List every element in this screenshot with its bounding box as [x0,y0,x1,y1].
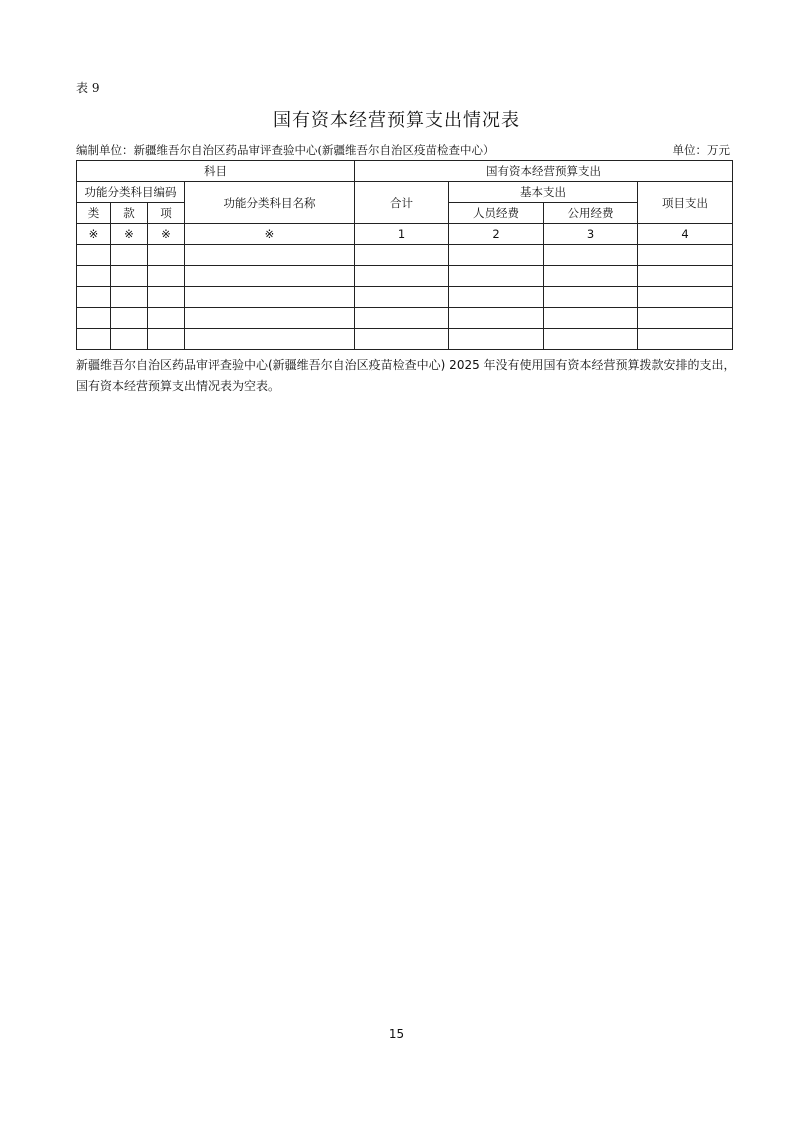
index-cell: ※ [111,224,148,245]
table-row [77,329,733,350]
table-row [77,245,733,266]
index-cell: 2 [449,224,544,245]
meta-line [76,142,730,158]
header-function-code: 功能分类科目编码 [77,182,185,203]
index-cell: ※ [148,224,185,245]
index-cell: 3 [544,224,638,245]
header-section: 款 [111,203,148,224]
index-cell: 4 [638,224,733,245]
table-number: 表 9 [76,81,100,95]
table-row [77,266,733,287]
header-project-expenditure: 项目支出 [638,182,733,224]
index-row [77,224,733,245]
index-cell: 1 [355,224,449,245]
index-cell: ※ [185,224,355,245]
currency-unit: 单位：万元 [672,143,730,157]
page-title: 国有资本经营预算支出情况表 [273,110,520,131]
header-function-name: 功能分类科目名称 [185,182,355,224]
index-cell: ※ [77,224,111,245]
header-personnel: 人员经费 [449,203,544,224]
expenditure-table [76,160,733,350]
header-class: 类 [77,203,111,224]
table-row [77,287,733,308]
compiling-unit: 编制单位：新疆维吾尔自治区药品审评查验中心(新疆维吾尔自治区疫苗检查中心） [76,143,495,157]
header-subject: 科目 [77,161,355,182]
table-row [77,308,733,329]
header-item: 项 [148,203,185,224]
header-budget-expenditure: 国有资本经营预算支出 [355,161,733,182]
note-paragraph: 新疆维吾尔自治区药品审评查验中心(新疆维吾尔自治区疫苗检查中心) 2025 年没有使用国有资本经营预算拨款安排的支出，国有资本经营预算支出情况表为空表。 [76,358,736,393]
header-total: 合计 [355,182,449,224]
page-number: 15 [388,1027,405,1041]
header-public: 公用经费 [544,203,638,224]
header-basic-expenditure: 基本支出 [449,182,638,203]
